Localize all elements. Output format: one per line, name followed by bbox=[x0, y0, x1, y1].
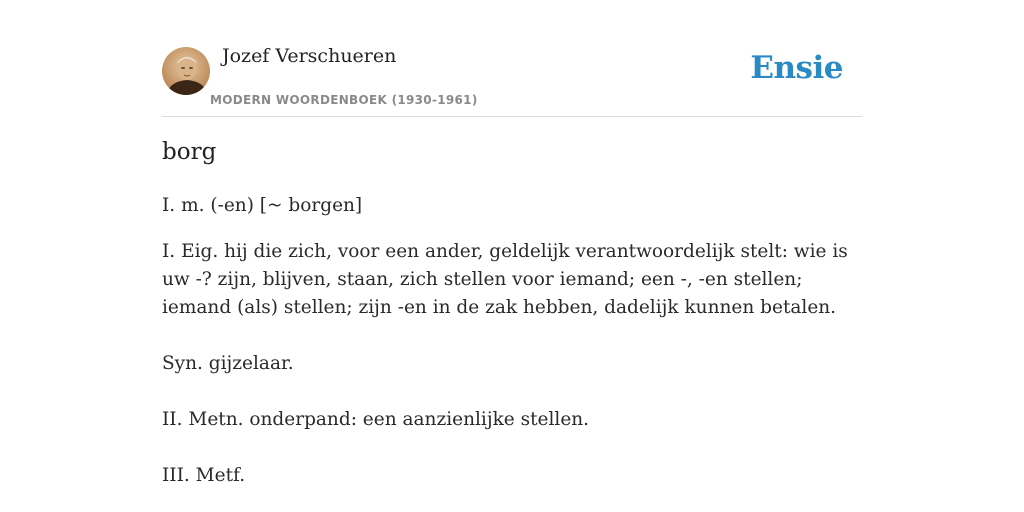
definition-paragraph: Syn. gijzelaar. bbox=[162, 353, 294, 374]
entry-body bbox=[162, 192, 862, 512]
author-portrait-icon bbox=[162, 47, 210, 95]
author-name[interactable]: Jozef Verschueren bbox=[222, 45, 397, 67]
header bbox=[162, 0, 862, 117]
ensie-logo[interactable]: Ensie bbox=[750, 50, 843, 86]
entry-term: borg bbox=[162, 139, 217, 165]
definition-paragraph: I. Eig. hij die zich, voor een ander, geldelijk verantwoordelijk stelt: wie is uw -? zijn, blijven, staan, zich stellen voor iemand; een -, -en stellen; iemand (als) stellen; zijn -en in de zak hebben, dadelijk kunnen betalen. bbox=[162, 241, 848, 318]
definition-paragraph: III. Metf. bbox=[162, 465, 246, 486]
entry-grammar: I. m. (-en) [~ borgen] bbox=[162, 195, 363, 216]
page bbox=[162, 0, 862, 512]
definition-paragraph: II. Metn. onderpand: een aanzienlijke stellen. bbox=[162, 409, 590, 430]
source-dictionary[interactable]: MODERN WOORDENBOEK (1930-1961) bbox=[210, 93, 478, 107]
author-avatar[interactable] bbox=[162, 47, 210, 95]
